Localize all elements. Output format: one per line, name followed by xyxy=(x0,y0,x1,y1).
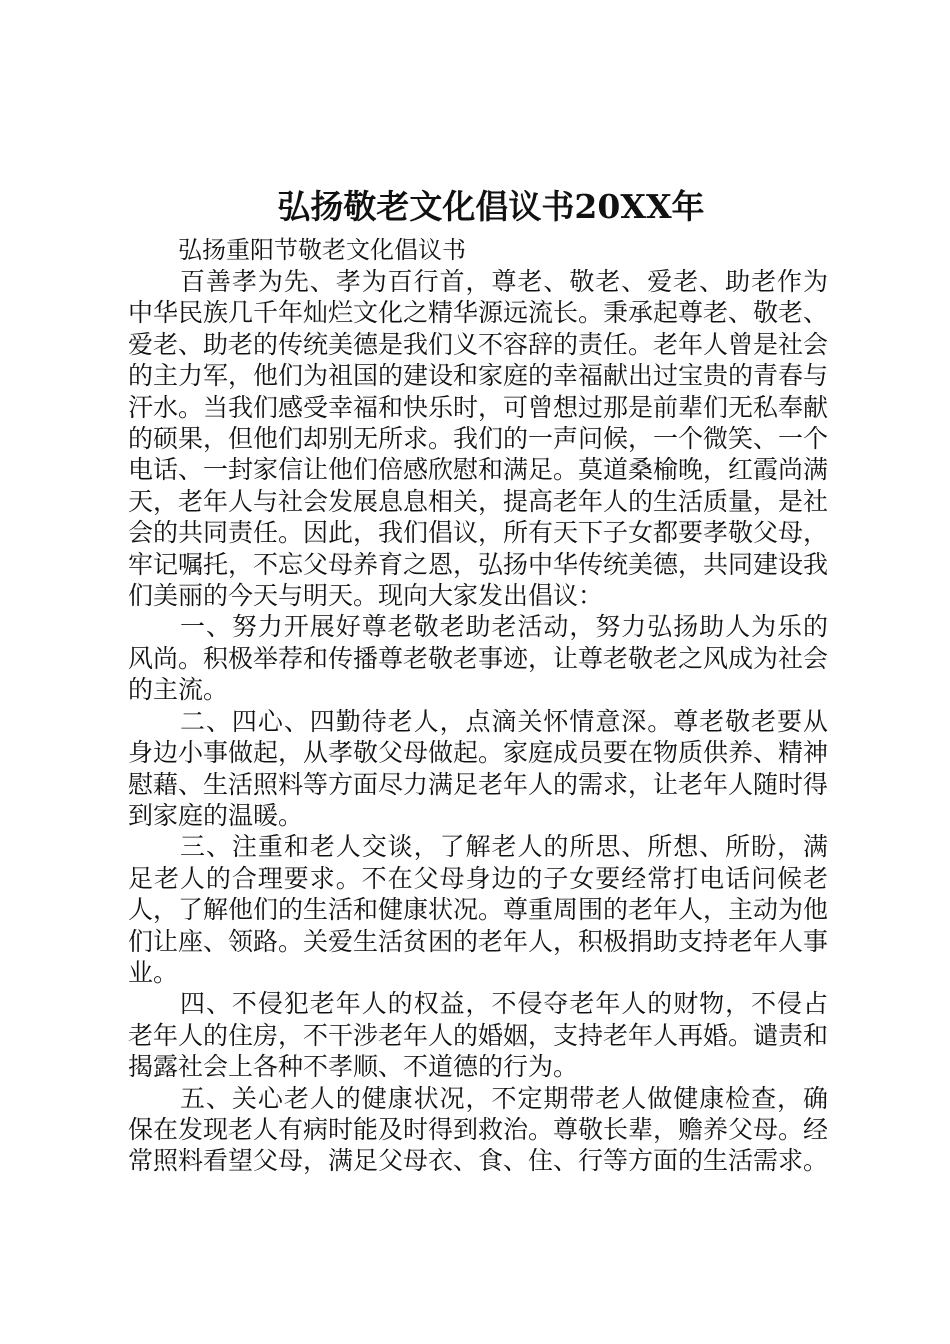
paragraph-intro: 百善孝为先、孝为百行首，尊老、敬老、爱老、助老作为中华民族几千年灿烂文化之精华源远流长。秉承起尊老、敬老、爱老、助老的传统美德是我们义不容辞的责任。老年人曾是社会的主力军，他们为祖国的建设和家庭的幸福献出过宝贵的青春与汗水。当我们感受幸福和快乐时，可曾想过那是前辈们无私奉献的硕果，但他们却别无所求。我们的一声问候，一个微笑、一个电话、一封家信让他们倍感欣慰和满足。莫道桑榆晚，红霞尚满天，老年人与社会发展息息相关，提高老年人的生活质量，是社会的共同责任。因此，我们倡议，所有天下子女都要孝敬父母，牢记嘱托，不忘父母养育之恩，弘扬中华传统美德，共同建设我们美丽的今天与明天。现向大家发出倡议： xyxy=(128,267,829,611)
paragraph-item-5: 五、关心老人的健康状况，不定期带老人做健康检查，确保在发现老人有病时能及时得到救治。尊敬长辈，赡养父母。经常照料看望父母，满足父母衣、食、住、行等方面的生活需求。 xyxy=(128,1083,829,1176)
paragraph-item-4: 四、不侵犯老年人的权益，不侵夺老年人的财物，不侵占老年人的住房，不干涉老年人的婚姻，支持老年人再婚。谴责和揭露社会上各种不孝顺、不道德的行为。 xyxy=(128,989,829,1082)
paragraph-item-2: 二、四心、四勤待老人，点滴关怀情意深。尊老敬老要从身边小事做起，从孝敬父母做起。家庭成员要在物质供养、精神慰藉、生活照料等方面尽力满足老年人的需求，让老年人随时得到家庭的温暖。 xyxy=(128,706,829,830)
document-body xyxy=(128,180,828,1177)
document-subtitle: 弘扬重阳节敬老文化倡议书 xyxy=(178,236,466,264)
document-title: 弘扬敬老文化倡议书20XX年 xyxy=(277,187,705,226)
paragraph-item-3: 三、注重和老人交谈，了解老人的所思、所想、所盼，满足老人的合理要求。不在父母身边的子女要经常打电话问候老人，了解他们的生活和健康状况。尊重周围的老年人，主动为他们让座、领路。关爱生活贫困的老年人，积极捐助支持老年人事业。 xyxy=(128,832,829,987)
paragraph-item-1: 一、努力开展好尊老敬老助老活动，努力弘扬助人为乐的风尚。积极举荐和传播尊老敬老事迹，让尊老敬老之风成为社会的主流。 xyxy=(128,612,829,705)
